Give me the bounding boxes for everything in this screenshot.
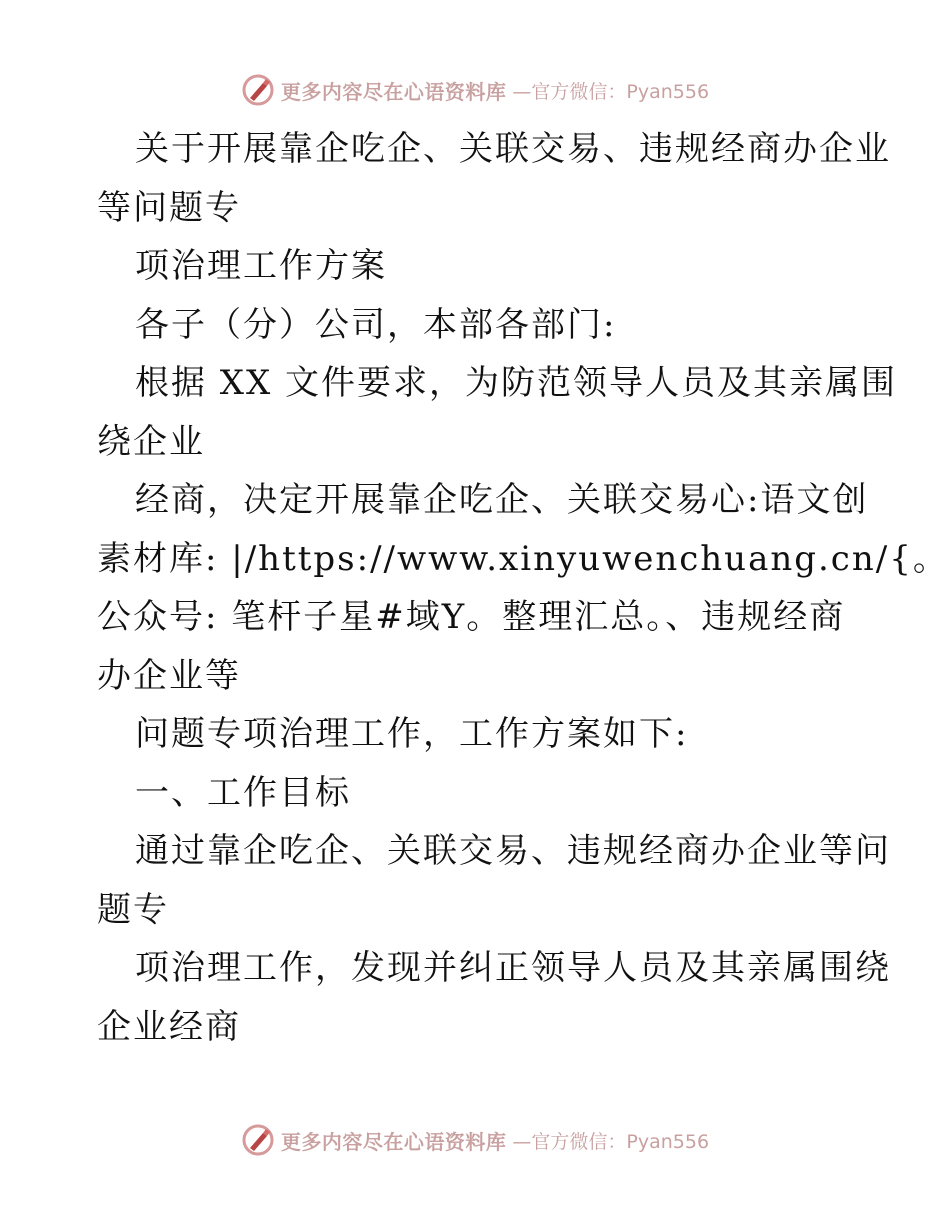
footer-watermark — [0, 1120, 950, 1160]
doc-line: 项治理工作方案 — [135, 246, 387, 286]
watermark-site-name: 更多内容尽在心语资料库 — [280, 79, 507, 104]
doc-line: 关于开展靠企吃企、关联交易、违规经商办企业 — [135, 129, 891, 169]
doc-line: 各子（分）公司，本部各部门: — [135, 304, 617, 345]
document-body — [97, 120, 949, 1056]
watermark-site-name: 更多内容尽在心语资料库 — [280, 1129, 507, 1154]
section-heading: 一、工作目标 — [135, 772, 351, 813]
doc-line: 公众号: 笔杆子星#域Y。整理汇总。、违规经商 — [97, 597, 846, 637]
doc-line: 素材库: |/https://www.xinyuwenchuang.cn/{。 — [97, 538, 949, 579]
pen-logo-icon — [241, 73, 275, 107]
header-watermark — [0, 70, 950, 110]
watermark-contact: —官方微信：Pyan556 — [512, 1130, 710, 1153]
pen-logo-icon — [241, 1123, 275, 1157]
doc-line: 等问题专 — [97, 187, 241, 228]
doc-line: 企业经商 — [97, 1006, 241, 1047]
doc-line: 项治理工作，发现并纠正领导人员及其亲属围绕 — [135, 948, 891, 988]
doc-line: 绕企业 — [97, 421, 205, 462]
doc-line: 题专 — [97, 889, 169, 930]
doc-line: 通过靠企吃企、关联交易、违规经商办企业等问 — [135, 831, 891, 871]
watermark-contact: —官方微信：Pyan556 — [512, 80, 710, 103]
doc-line: 根据 XX 文件要求，为防范领导人员及其亲属围 — [135, 363, 898, 403]
doc-line: 问题专项治理工作，工作方案如下: — [135, 714, 689, 754]
doc-line: 办企业等 — [97, 655, 241, 696]
doc-line: 经商，决定开展靠企吃企、关联交易心:语文创 — [135, 480, 869, 520]
